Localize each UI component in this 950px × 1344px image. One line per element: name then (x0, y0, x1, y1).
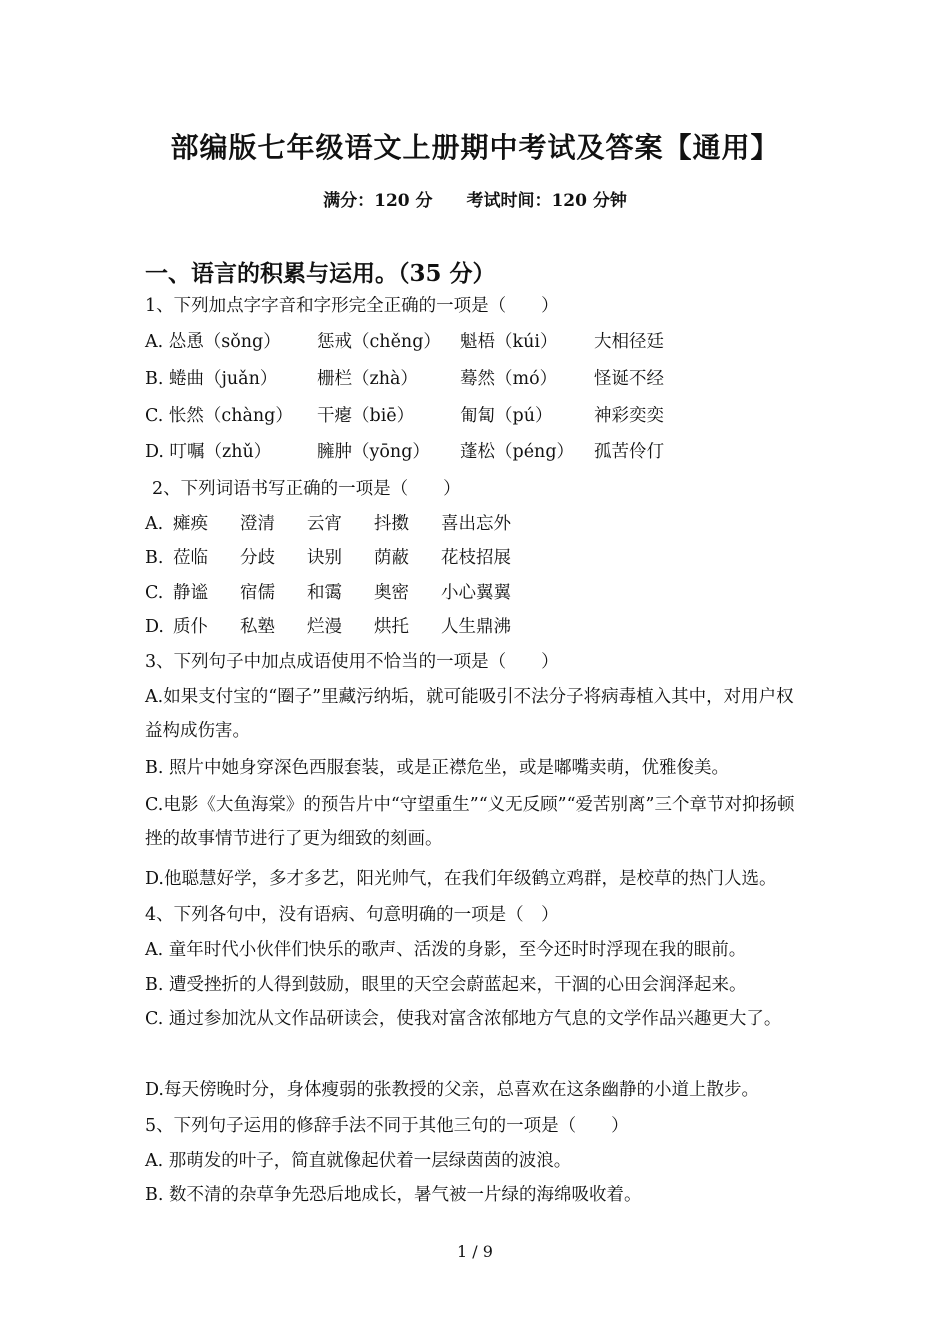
q1-b-3: 蓦然（mó） (460, 369, 558, 389)
q2-option-d (145, 615, 511, 639)
q2-d-5: 人生鼎沸 (441, 617, 511, 637)
q2-a-3: 云宵 (307, 514, 342, 534)
q1-c-3: 匍匐（pú） (460, 406, 553, 426)
q3-stem: 3、下列句子中加点成语使用不恰当的一项是（ ） (145, 652, 559, 672)
q2-a-label: A. (145, 514, 164, 534)
q2-b-label: B. (145, 548, 164, 568)
q1-d-4: 孤苦伶仃 (594, 442, 664, 462)
q2-d-1: 质仆 (173, 617, 208, 637)
q1-d-1: D. 叮嘱（zhǔ） (145, 442, 272, 462)
q2-d-label: D. (145, 617, 164, 637)
q3-option-a: A.如果支付宝的“圈子”里藏污纳垢，就可能吸引不法分子将病毒植入其中，对用户权益构成伤害。 (145, 687, 794, 741)
q2-stem: 2、下列词语书写正确的一项是（ ） (152, 479, 461, 499)
q2-c-1: 静谧 (173, 583, 208, 603)
q1-a-3: 魁梧（kúi） (460, 332, 558, 352)
q1-option-a (145, 330, 664, 354)
q2-a-4: 抖擞 (374, 514, 409, 534)
q1-option-d (145, 440, 664, 464)
q2-b-2: 分歧 (240, 548, 275, 568)
q2-c-label: C. (145, 583, 164, 603)
q2-d-3: 烂漫 (307, 617, 342, 637)
q2-option-a (145, 512, 511, 536)
q2-c-4: 奥密 (374, 583, 409, 603)
q1-stem: 1、下列加点字字音和字形完全正确的一项是（ ） (145, 296, 559, 316)
q3-option-d: D.他聪慧好学，多才多艺，阳光帅气，在我们年级鹤立鸡群，是校草的热门人选。 (145, 869, 777, 889)
q4-option-b: B. 遭受挫折的人得到鼓励，眼里的天空会蔚蓝起来，干涸的心田会润泽起来。 (145, 975, 747, 995)
q2-c-2: 宿儒 (240, 583, 275, 603)
q4-stem: 4、下列各句中，没有语病、句意明确的一项是（ ） (145, 905, 559, 925)
document-title: 部编版七年级语文上册期中考试及答案【通用】 (170, 131, 780, 164)
q1-c-1: C. 怅然（chàng） (145, 406, 293, 426)
q5-option-b: B. 数不清的杂草争先恐后地成长，暑气被一片绿的海绵吸收着。 (145, 1185, 642, 1205)
q4-option-c: C. 通过参加沈从文作品研读会，使我对富含浓郁地方气息的文学作品兴趣更大了。 (145, 1009, 782, 1029)
q2-b-4: 荫蔽 (374, 548, 409, 568)
q2-d-2: 私塾 (240, 617, 275, 637)
q5-option-a: A. 那萌发的叶子，简直就像起伏着一层绿茵茵的波浪。 (145, 1151, 572, 1171)
section-heading: 一、语言的积累与运用。（35 分） (145, 260, 496, 287)
q1-d-3: 蓬松（péng） (460, 442, 575, 462)
full-score: 满分：120 分 (323, 191, 433, 211)
q2-c-3: 和霭 (307, 583, 342, 603)
q5-stem: 5、下列句子运用的修辞手法不同于其他三句的一项是（ ） (145, 1116, 629, 1136)
q1-option-c (145, 404, 664, 428)
q2-a-2: 澄清 (240, 514, 275, 534)
q1-b-4: 怪诞不经 (594, 369, 664, 389)
q2-b-1: 莅临 (173, 548, 208, 568)
q1-c-4: 神彩奕奕 (594, 406, 664, 426)
q2-a-5: 喜出忘外 (441, 514, 511, 534)
q2-option-b (145, 546, 511, 570)
q1-d-2: 臃肿（yōng） (317, 442, 430, 462)
q2-a-1: 瘫痪 (173, 514, 208, 534)
q2-b-5: 花枝招展 (441, 548, 511, 568)
q3-option-b: B. 照片中她身穿深色西服套装，或是正襟危坐，或是嘟嘴卖萌，优雅俊美。 (145, 758, 729, 778)
q3-option-c: C.电影《大鱼海棠》的预告片中“守望重生”“义无反顾”“爱苦别离”三个章节对抑扬顿挫的故事情节进行了更为细致的刻画。 (145, 795, 795, 849)
q2-d-4: 烘托 (374, 617, 409, 637)
page-number: 1 / 9 (457, 1242, 493, 1261)
q1-a-4: 大相径廷 (594, 332, 664, 352)
q1-b-2: 栅栏（zhà） (317, 369, 418, 389)
q4-option-a: A. 童年时代小伙伴们快乐的歌声、活泼的身影，至今还时时浮现在我的眼前。 (145, 940, 747, 960)
q1-a-1: A. 怂恿（sǒng） (145, 332, 281, 352)
exam-time: 考试时间：120 分钟 (466, 191, 627, 211)
q1-a-2: 惩戒（chěng） (317, 332, 441, 352)
q1-c-2: 干瘪（biē） (317, 406, 415, 426)
q1-b-1: B. 蜷曲（juǎn） (145, 369, 278, 389)
q2-b-3: 诀别 (307, 548, 342, 568)
exam-meta (0, 186, 950, 211)
q1-option-b (145, 367, 664, 391)
q4-option-d: D.每天傍晚时分，身体瘦弱的张教授的父亲，总喜欢在这条幽静的小道上散步。 (145, 1080, 759, 1100)
q2-c-5: 小心翼翼 (441, 583, 511, 603)
q2-option-c (145, 581, 511, 605)
